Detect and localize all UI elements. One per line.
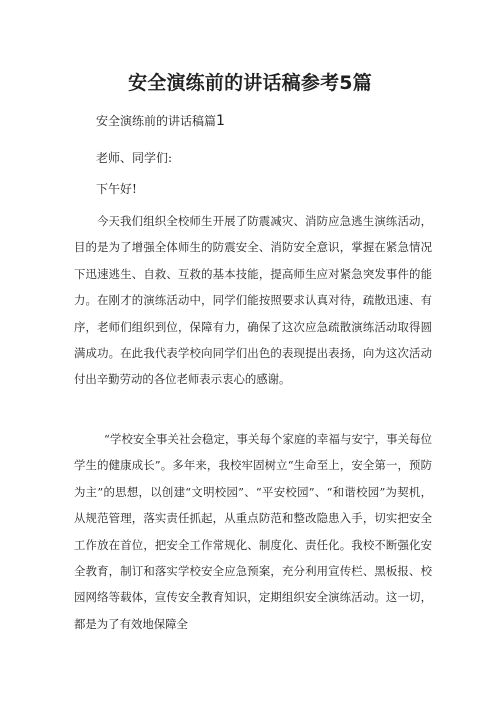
document-title: 安全演练前的讲话稿参考5篇 bbox=[128, 72, 372, 94]
section-heading-text: 安全演练前的讲话稿篇 bbox=[96, 114, 217, 128]
section-heading bbox=[96, 112, 225, 129]
greeting: 下午好! bbox=[96, 182, 137, 196]
body-paragraph: 今天我们组织全校师生开展了防震减灾、消防应急逃生演练活动，目的是为了增强全体师生的防震安全、消防安全意识，掌握在紧急情况下迅速逃生、自救、互救的基本技能，提高师生应对紧急突发事件的能力。在刚才的演练活动中，同学们能按照要求认真对待，疏散迅速、有序，老师们组织到位，保障有力，确保了这次应急疏散演练活动取得圆满成功。在此我代表学校向同学们出色的表现提出表扬，向为这次活动付出辛勤劳动的各位老师表示衷心的感谢。 bbox=[74, 214, 432, 387]
body-paragraph: “学校安全事关社会稳定，事关每个家庭的幸福与安宁，事关每位学生的健康成长”。多年来，我校牢固树立“生命至上，安全第一，预防为主”的思想，以创建“文明校园”、“平安校园”、“和谐校园”为契机，从规范管理，落实责任抓起，从重点防范和整改隐患入手，切实把安全工作放在首位，把安全工作常规化、制度化、责任化。我校不断强化安全教育，制订和落实学校安全应急预案，充分利用宣传栏、黑板报、校园网络等载体，宣传安全教育知识，定期组织安全演练活动。这一切，都是为了有效地保障全 bbox=[74, 432, 432, 631]
section-heading-number: 1 bbox=[216, 113, 225, 129]
salutation: 老师、同学们: bbox=[96, 151, 173, 165]
